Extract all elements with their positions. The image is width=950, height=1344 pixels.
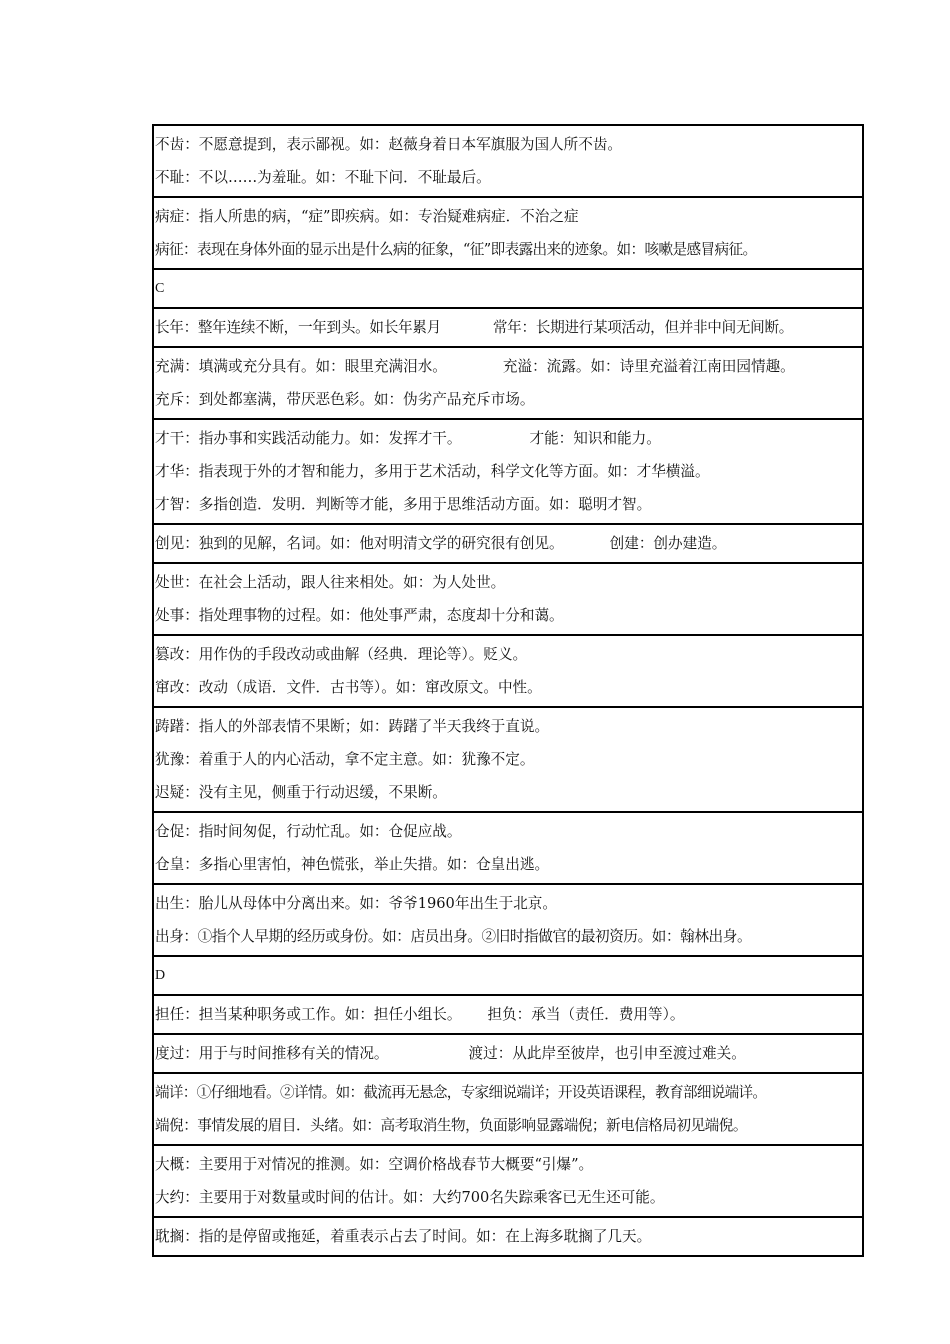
entry-term: 长年：整年连续不断，一年到头。如长年累月 [155, 319, 441, 336]
entry-line: 处事：指处理事物的过程。如：他处事严肃，态度却十分和蔼。 [155, 607, 564, 624]
section-row [154, 270, 862, 309]
section-letter: C [155, 281, 165, 296]
table-row [154, 198, 862, 270]
entry-line: 出生：胎儿从母体中分离出来。如：爷爷1960年出生于北京。 [155, 895, 557, 912]
entry-term: 创建：创办建造。 [609, 535, 727, 552]
entry-line: 大约：主要用于对数量或时间的估计。如：大约700名失踪乘客已无生还可能。 [155, 1189, 665, 1206]
entry-line: 才华：指表现于外的才智和能力，多用于艺术活动，科学文化等方面。如：才华横溢。 [155, 463, 710, 480]
entry-line: 迟疑：没有主见，侧重于行动迟缓，不果断。 [155, 784, 447, 801]
entry-term: 才能：知识和能力。 [529, 430, 661, 447]
section-row [154, 957, 862, 996]
entry-line: 不齿：不愿意提到，表示鄙视。如：赵薇身着日本军旗服为国人所不齿。 [155, 136, 623, 153]
entry-line-pair [155, 998, 862, 1031]
table-row [154, 813, 862, 885]
entry-line: 端详：①仔细地看。②详情。如：截流再无悬念，专家细说端详；开设英语课程，教育部细说端详。 [155, 1084, 767, 1101]
entry-line: 仓皇：多指心里害怕，神色慌张，举止失措。如：仓皇出逃。 [155, 856, 550, 873]
vocabulary-table [152, 124, 864, 1257]
table-row [154, 564, 862, 636]
entry-line: 充斥：到处都塞满，带厌恶色彩。如：伪劣产品充斥市场。 [155, 391, 535, 408]
table-row [154, 1035, 862, 1074]
table-row [154, 636, 862, 708]
entry-line: 犹豫：着重于人的内心活动，拿不定主意。如：犹豫不定。 [155, 751, 535, 768]
entry-line: 踌躇：指人的外部表情不果断；如：踌躇了半天我终于直说。 [155, 718, 550, 735]
entry-line-pair [155, 527, 862, 560]
entry-line: 病征：表现在身体外面的显示出是什么病的征象，“征”即表露出来的迹象。如：咳嗽是感冒病征。 [155, 241, 757, 258]
entry-line: 大概：主要用于对情况的推测。如：空调价格战春节大概要“引爆”。 [155, 1156, 594, 1173]
entry-line: 不耻：不以……为羞耻。如：不耻下问．不耻最后。 [155, 169, 491, 186]
table-row [154, 348, 862, 420]
entry-line: 出身：①指个人早期的经历或身份。如：店员出身。②旧时指做官的最初资历。如：翰林出身。 [155, 928, 752, 945]
entry-line: 端倪：事情发展的眉目．头绪。如：高考取消生物，负面影响显露端倪；新电信格局初见端倪。 [155, 1117, 747, 1134]
entry-line: 篡改：用作伪的手段改动或曲解（经典．理论等）。贬义。 [155, 646, 528, 663]
entry-term: 担任：担当某种职务或工作。如：担任小组长。 [155, 1006, 462, 1023]
entry-line-pair [155, 422, 862, 455]
table-row [154, 1074, 862, 1146]
table-row [154, 1146, 862, 1218]
entry-term: 常年：长期进行某项活动，但并非中间无间断。 [492, 319, 794, 336]
entry-line-pair [155, 311, 862, 344]
entry-line: 才智：多指创造．发明．判断等才能，多用于思维活动方面。如：聪明才智。 [155, 496, 652, 513]
entry-line: 仓促：指时间匆促，行动忙乱。如：仓促应战。 [155, 823, 462, 840]
entry-line: 处世：在社会上活动，跟人往来相处。如：为人处世。 [155, 574, 506, 591]
table-row [154, 885, 862, 957]
entry-term: 创见：独到的见解，名词。如：他对明清文学的研究很有创见。 [155, 535, 564, 552]
entry-term: 充满：填满或充分具有。如：眼里充满泪水。 [155, 358, 447, 375]
table-row [154, 126, 862, 198]
table-row [154, 309, 862, 348]
entry-line-pair [155, 350, 862, 383]
entry-term: 度过：用于与时间推移有关的情况。 [155, 1045, 389, 1062]
entry-term: 才干：指办事和实践活动能力。如：发挥才干。 [155, 430, 462, 447]
table-row [154, 708, 862, 813]
table-row [154, 525, 862, 564]
table-row [154, 420, 862, 525]
entry-term: 充溢：流露。如：诗里充溢着江南田园情趣。 [502, 358, 795, 375]
entry-line-pair [155, 1037, 862, 1070]
entry-line: 耽搁：指的是停留或拖延，着重表示占去了时间。如：在上海多耽搁了几天。 [155, 1228, 652, 1245]
entry-line: 病症：指人所患的病，“症”即疾病。如：专治疑难病症．不治之症 [155, 208, 579, 225]
entry-line: 窜改：改动（成语．文件．古书等）。如：窜改原文。中性。 [155, 679, 542, 696]
entry-term: 渡过：从此岸至彼岸，也引申至渡过难关。 [468, 1045, 746, 1062]
table-row [154, 1218, 862, 1257]
section-letter: D [155, 968, 166, 983]
entry-term: 担负：承当（责任．费用等）。 [487, 1006, 685, 1023]
table-row [154, 996, 862, 1035]
